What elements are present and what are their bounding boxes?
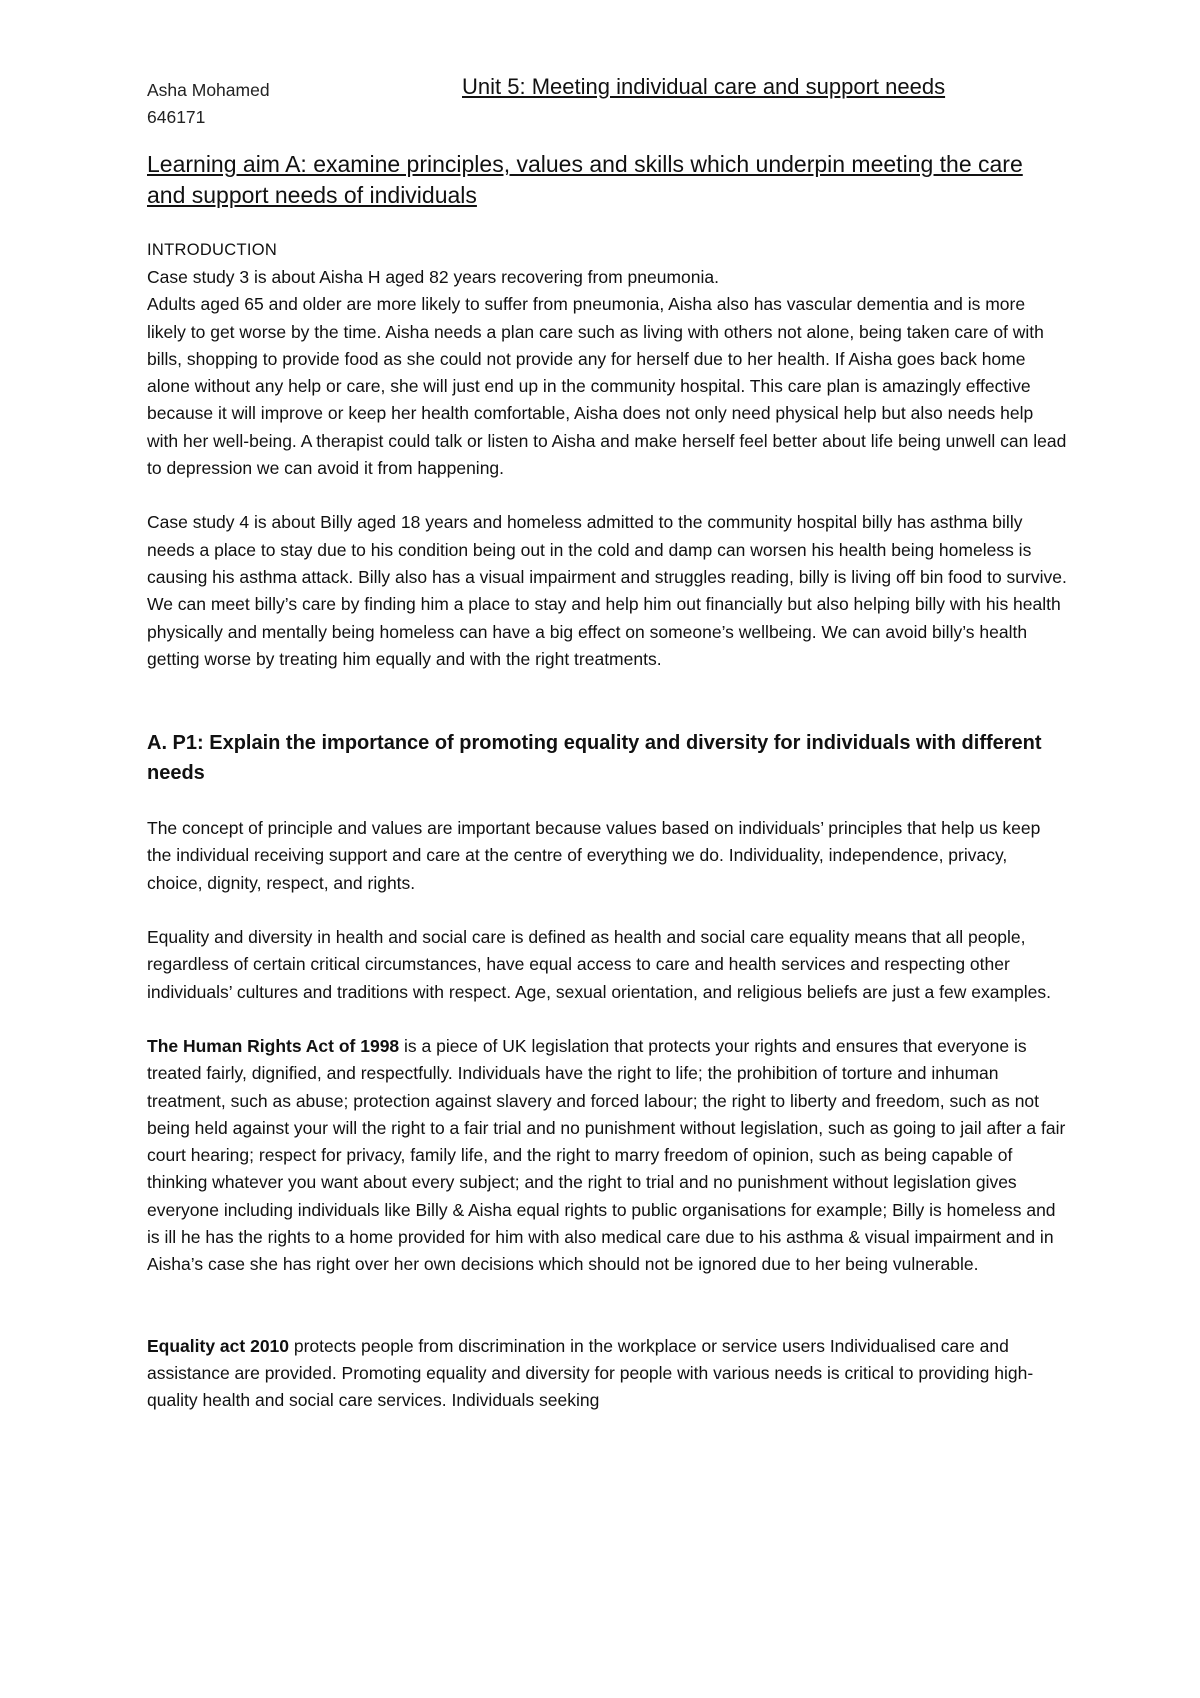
document-header <box>147 0 1067 125</box>
unit-title: Unit 5: Meeting individual care and support needs <box>462 74 946 99</box>
equality-act-paragraph <box>147 1333 1067 1415</box>
spacer <box>147 482 1067 509</box>
spacer <box>147 673 1067 728</box>
human-rights-act-text: is a piece of UK legislation that protects your rights and ensures that everyone is treated fairly, dignified, and respectfully. Individuals have the right to life; the prohibition of torture and inhuman treatment, such as abuse; protection against slavery and forced labour; the right to liberty and freedom, such as not being held against your will the right to a fair trial and no punishment without legislation, such as going to jail after a fair court hearing; respect for privacy, family life, and the right to marry freedom of opinion, such as being capable of thinking whatever you want about every subject; and the right to trial and no punishment without legislation gives everyone including individuals like Billy & Aisha equal rights to public organisations for example; Billy is homeless and is ill he has the rights to a home provided for him with also medical care due to his asthma & visual impairment and in Aisha’s case she has right over her own decisions which should not be ignored due to her being vulnerable. <box>147 1035 1066 1275</box>
case-study-3-body: Adults aged 65 and older are more likely to suffer from pneumonia, Aisha also has vascular dementia and is more likely to get worse by the time. Aisha needs a plan care such as living with others not alone, being taken care of with bills, shopping to provide food as she could not provide any for herself due to her health. If Aisha goes back home alone without any help or care, she will just end up in the community hospital. This care plan is amazingly effective because it will improve or keep her health comfortable, Aisha does not only need physical help but also needs help with her well-being. A therapist could talk or listen to Aisha and make herself feel better about life being unwell can lead to depression we can avoid it from happening. <box>147 294 1067 479</box>
spacer <box>147 897 1067 924</box>
intro-label: INTRODUCTION <box>147 241 278 259</box>
learning-aim-title: Learning aim A: examine principles, values and skills which underpin meeting the care and support needs of individuals <box>147 151 1023 208</box>
equality-act-title: Equality act 2010 <box>147 1335 290 1356</box>
author-name: Asha Mohamed <box>147 80 270 100</box>
section-p1-heading: A. P1: Explain the importance of promoting equality and diversity for individuals with different needs <box>147 732 1042 785</box>
spacer <box>147 1279 1067 1333</box>
principles-paragraph: The concept of principle and values are important because values based on individuals’ principles that help us keep the individual receiving support and care at the centre of everything we do. Individuality, independence, privacy, choice, dignity, respect, and rights. <box>147 818 1041 893</box>
equality-act-text: protects people from discrimination in the workplace or service users Individualised care and assistance are provided. Promoting equality and diversity for people with various needs is critical to providing high-quality health and social care services. Individuals seeking <box>147 1335 1034 1411</box>
student-id: 646171 <box>147 107 206 127</box>
document-page <box>147 0 1067 1415</box>
human-rights-act-title: The Human Rights Act of 1998 <box>147 1035 400 1056</box>
case-study-4-body: Case study 4 is about Billy aged 18 years and homeless admitted to the community hospital billy has asthma billy needs a place to stay due to his condition being out in the cold and damp can worsen his health being homeless is causing his asthma attack. Billy also has a visual impairment and struggles reading, billy is living off bin food to survive. We can meet billy’s care by finding him a place to stay and help him out financially but also helping billy with his health physically and mentally being homeless can have a big effect on someone’s wellbeing. We can avoid billy’s health getting worse by treating him equally and with the right treatments. <box>147 512 1067 669</box>
case-study-3-intro: Case study 3 is about Aisha H aged 82 years recovering from pneumonia. <box>147 267 719 287</box>
author-block <box>147 77 270 131</box>
spacer <box>147 788 1067 815</box>
spacer <box>147 1006 1067 1033</box>
human-rights-act-paragraph <box>147 1033 1067 1279</box>
equality-diversity-paragraph: Equality and diversity in health and social care is defined as health and social care equality means that all people, regardless of certain critical circumstances, have equal access to care and health services and respecting other individuals’ cultures and traditions with respect. Age, sexual orientation, and religious beliefs are just a few examples. <box>147 927 1052 1002</box>
